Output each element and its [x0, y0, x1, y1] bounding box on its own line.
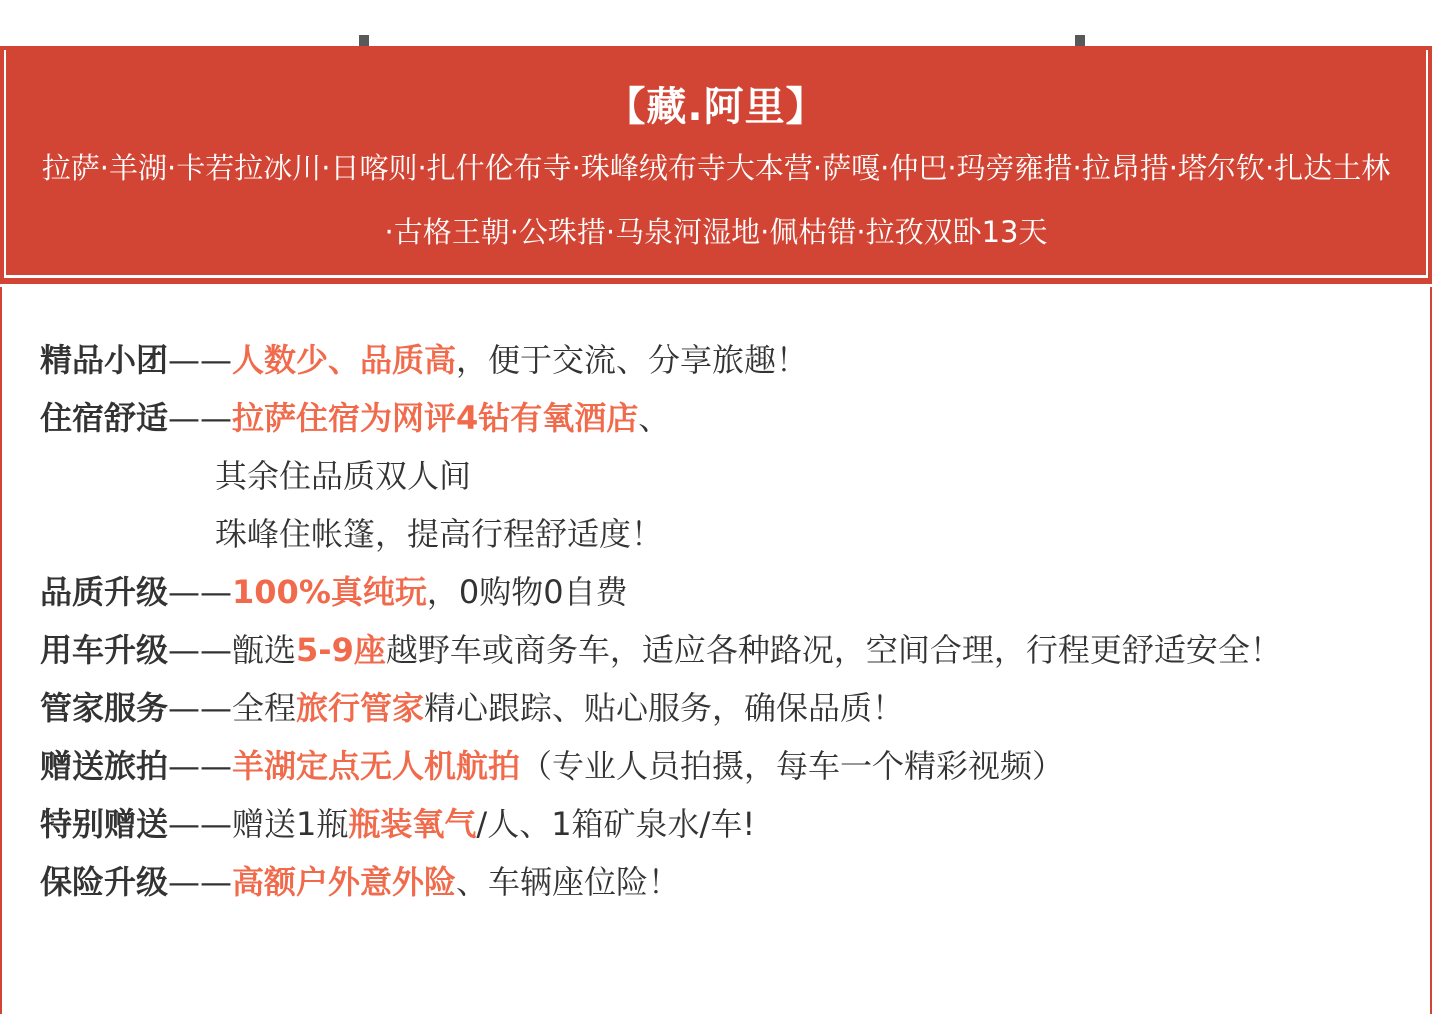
- feature-text: 精心跟踪、贴心服务，确保品质！: [424, 689, 905, 727]
- feature-accommodation-line2: 其余住品质双人间: [215, 457, 472, 495]
- feature-highlight: 瓶装氧气: [348, 805, 477, 843]
- feature-accommodation: [40, 389, 1380, 447]
- feature-quality-upgrade: [40, 563, 1380, 621]
- feature-text: 、车辆座位险！: [456, 863, 681, 901]
- feature-text-pre: 甑选: [232, 631, 297, 669]
- feature-text: /人、1箱矿泉水/车!: [476, 805, 756, 843]
- feature-highlight: 旅行管家: [296, 689, 425, 727]
- feature-text: ，0购物0自费: [426, 573, 628, 611]
- feature-highlight: 100%真纯玩: [232, 573, 427, 611]
- feature-label: 保险升级: [40, 863, 169, 901]
- route-description: 拉萨·羊湖·卡若拉冰川·日喀则·扎什伦布寺·珠峰绒布寺大本营·萨嘎·仲巴·玛旁雍措·拉昂措·塔尔钦·扎达土林·古格王朝·公珠措·马泉河湿地·佩枯错·拉孜双卧13天: [41, 151, 1391, 249]
- title-banner: [0, 46, 1432, 284]
- feature-vehicle-upgrade: [40, 621, 1380, 679]
- feature-highlight: 人数少、品质高: [232, 341, 457, 379]
- banner-inner-frame: [4, 50, 1428, 278]
- feature-insurance-upgrade: [40, 853, 1380, 911]
- feature-text: （专业人员拍摄，每车一个精彩视频）: [520, 747, 1065, 785]
- feature-small-group: [40, 331, 1380, 389]
- feature-highlight: 羊湖定点无人机航拍: [232, 747, 521, 785]
- feature-label: 赠送旅拍: [40, 747, 169, 785]
- page-title: 【藏.阿里】: [605, 84, 827, 130]
- feature-label: 精品小团: [40, 341, 169, 379]
- feature-travel-photo: [40, 737, 1380, 795]
- feature-label: 品质升级: [40, 573, 169, 611]
- feature-separator: ——: [168, 747, 233, 785]
- feature-list: [40, 331, 1380, 911]
- feature-separator: ——: [168, 805, 233, 843]
- feature-separator: ——: [168, 863, 233, 901]
- feature-highlight: 5-9座: [296, 631, 386, 669]
- feature-text: 、: [638, 399, 671, 437]
- feature-text-pre: 全程: [232, 689, 297, 727]
- feature-accommodation-line3: 珠峰住帐篷，提高行程舒适度！: [215, 515, 664, 553]
- feature-separator: ——: [168, 689, 233, 727]
- feature-text: 越野车或商务车，适应各种路况，空间合理，行程更舒适安全！: [385, 631, 1282, 669]
- feature-butler-service: [40, 679, 1380, 737]
- feature-text-pre: 赠送1瓶: [232, 805, 349, 843]
- feature-special-gift: [40, 795, 1380, 853]
- feature-label: 管家服务: [40, 689, 169, 727]
- feature-text: ，便于交流、分享旅趣！: [456, 341, 809, 379]
- feature-label: 特别赠送: [40, 805, 169, 843]
- feature-highlight: 拉萨住宿为网评4钻有氧酒店: [232, 399, 639, 437]
- feature-highlight: 高额户外意外险: [232, 863, 457, 901]
- feature-separator: ——: [168, 573, 233, 611]
- feature-label: 住宿舒适: [40, 399, 169, 437]
- feature-separator: ——: [168, 631, 233, 669]
- feature-separator: ——: [168, 341, 233, 379]
- feature-separator: ——: [168, 399, 233, 437]
- feature-label: 用车升级: [40, 631, 169, 669]
